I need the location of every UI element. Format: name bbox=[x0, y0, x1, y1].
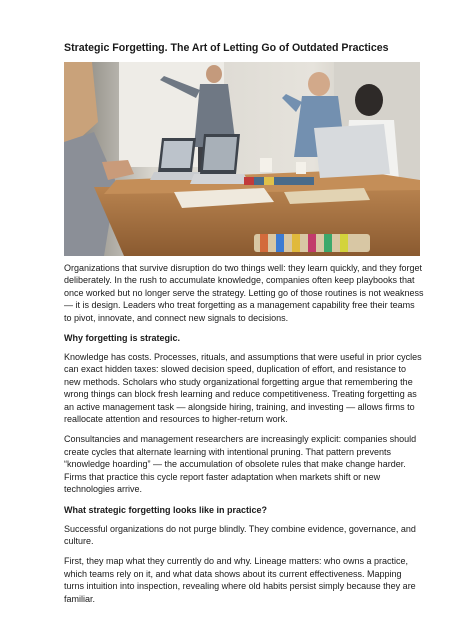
why-paragraph-1: Knowledge has costs. Processes, rituals, and assumptions that were useful in prior cycles can exact hidden taxes: slowed decision speed, duplication of effort, and resistance to new methods. Scholars who study organizational forgetting argue that remembering the wrong things can block fresh learning and reduce competitiveness. Treating forgetting as an active management task — alongside hiring, training, and investing — allows firms to reallocate attention and resources to higher-return work. bbox=[64, 352, 422, 425]
practice-paragraph-1: Successful organizations do not purge blindly. They combine evidence, governance, and culture. bbox=[64, 523, 416, 546]
section-heading-why: Why forgetting is strategic. bbox=[64, 333, 181, 344]
office-meeting-photo bbox=[64, 62, 420, 256]
article-body bbox=[64, 262, 424, 613]
section-heading-practice: What strategic forgetting looks like in practice? bbox=[64, 504, 268, 515]
article-title: Strategic Forgetting. The Art of Letting Go of Outdated Practices bbox=[64, 42, 389, 54]
why-paragraph-2: Consultancies and management researchers are increasingly explicit: companies should create cycles that alternate learning with intentional pruning. That pattern prevents “knowledge hoarding” — the accumulation of obsolete rules that make change harder. Firms that practice this cycle report faster adaptation when markets shift or new technologies arrive. bbox=[64, 434, 417, 495]
intro-paragraph: Organizations that survive disruption do two things well: they learn quickly, and they forget deliberately. In the rush to accumulate knowledge, companies often keep playbooks that once worked but no longer serve the strategy. Letting go of those routines is not weakness — it is design. Leaders who treat forgetting as a management capability free their teams to pivot, innovate, and connect new signals to decisions. bbox=[64, 263, 424, 323]
practice-paragraph-2: First, they map what they currently do and why. Lineage matters: who owns a practice, which teams rely on it, and what data shows about its current effectiveness. Mapping turns intuition into inspection, revealing where old habits persist simply because they are familiar. bbox=[64, 556, 416, 604]
